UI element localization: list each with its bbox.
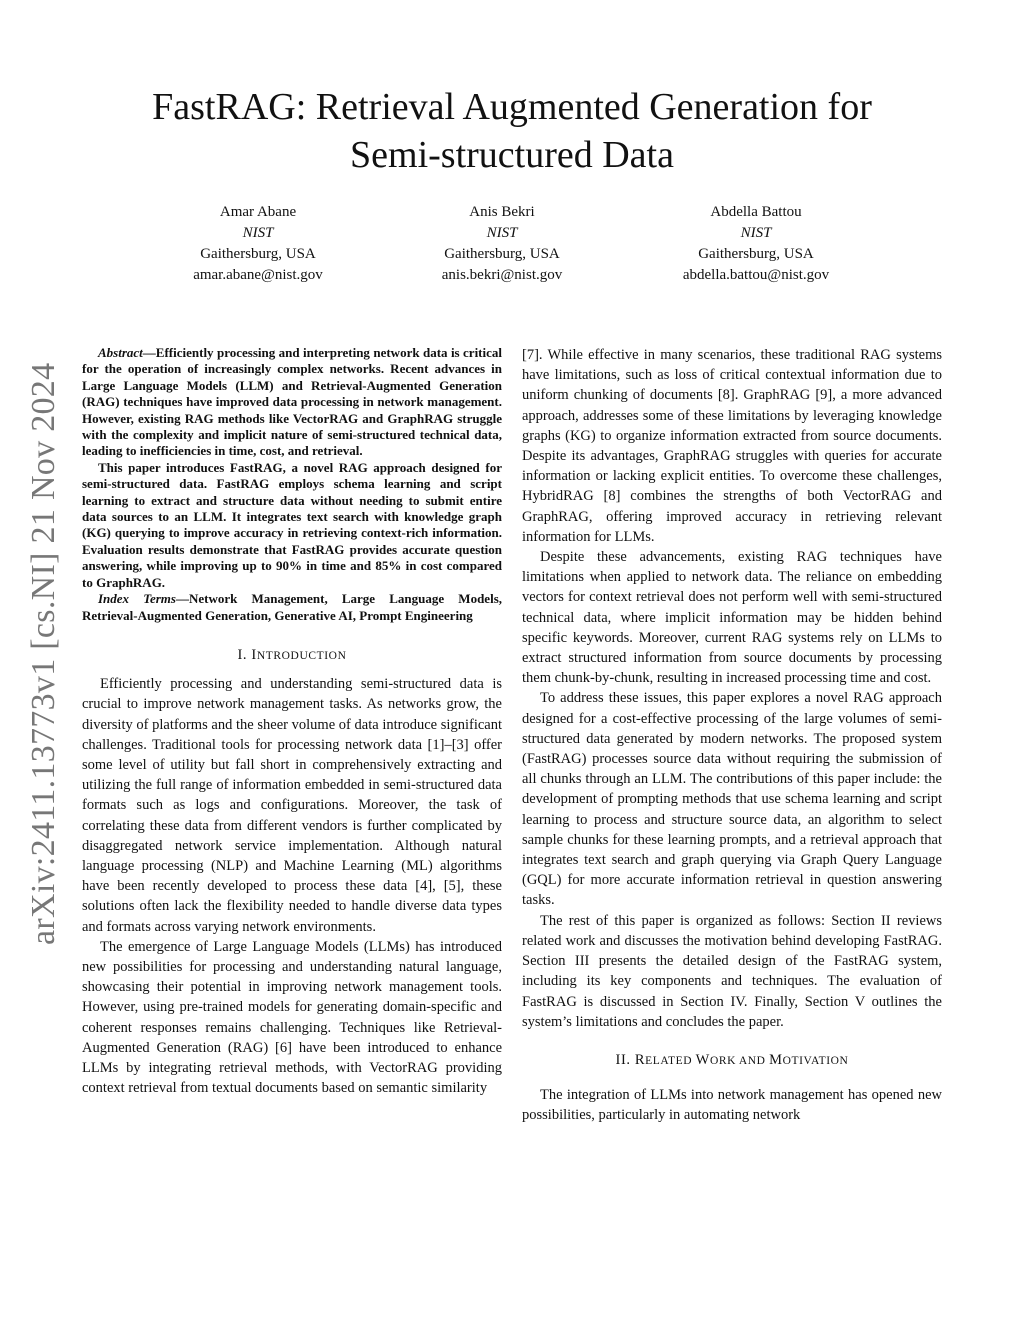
body-paragraph-3: To address these issues, this paper explores a novel RAG approach designed for a cost-effective processing of the large volumes of semi-structured data generated by modern networks. The proposed system (FastRAG) processes source data without requiring the submission of all chunks through an LLM. The contributions of this paper include: the development of prompting methods that use schema learning and script learning to process and structure source data, an algorithm to select sample chunks for these learning prompts, and a retrieval approach that integrates text search and graph querying via Graph Query Language (GQL) for more accurate information retrieval in question answering tasks.	[522, 690, 942, 909]
intro-paragraph-2: The emergence of Large Language Models (LLMs) has introduced new possibilities for processing and understanding natural language, showcasing their potential in improving network management tools. However, using pre-trained models for generating domain-specific and coherent responses remains challenging. Techniques like Retrieval-Augmented Generation (RAG) [6] have been introduced to enhance LLMs by integrating retrieval methods, with VectorRAG providing context retrieval from textual documents based on semantic similarity	[82, 938, 502, 1097]
abstract-label: Abstract	[98, 345, 143, 360]
index-terms: Index Terms—Network Management, Large Language Models, Retrieval-Augmented Generation, Generative AI, Prompt Engineering	[82, 591, 503, 623]
abstract-paragraph-1: Abstract—Efficiently processing and interpreting network data is critical for the operation of increasingly complex networks. Recent advances in Large Language Models (LLM) and Retrieval-Augmented Generation (RAG) techniques have improved data processing in network management. However, existing RAG methods like VectorRAG and GraphRAG struggle with the complexity and implicit nature of semi-structured technical data, leading to inefficiencies in time, cost, and retrieval.	[82, 345, 502, 459]
abstract	[82, 345, 502, 624]
section-heading-related-work: II. RELATED WORK AND MOTIVATION	[615, 1051, 849, 1068]
paper-title	[80, 83, 944, 179]
index-terms-label: Index Terms	[98, 591, 176, 607]
body-paragraph-4: The rest of this paper is organized as follows: Section II reviews related work and discusses the motivation behind developing FastRAG. Section III presents the detailed design of the FastRAG system, including its key components and techniques. The evaluation of FastRAG is discussed in Section IV. Finally, Section V outlines the system’s limitations and concludes the paper.	[522, 912, 942, 1030]
author-location: Gaithersburg, USA	[444, 246, 560, 262]
author-email[interactable]: abdella.battou@nist.gov	[682, 267, 830, 283]
body-paragraph-1: [7]. While effective in many scenarios, these traditional RAG systems have limitations, such as loss of critical contextual information due to uniform chunking of documents [8]. GraphRAG [9], a more advanced approach, addresses some of these limitations by leveraging knowledge graphs (KG) to organize information extracted from source documents. Despite its advantages, GraphRAG struggles with queries for accurate information or lacking explicit entities. To overcome these challenges, HybridRAG [8] combines the strengths of both VectorRAG and GraphRAG, offering improved accuracy in retrieving relevant information for LLMs.	[522, 347, 942, 545]
author-2	[372, 202, 632, 286]
title-line-1: FastRAG: Retrieval Augmented Generation for	[152, 86, 872, 128]
arxiv-identifier: arXiv:2411.13773v1 [cs.NI] 21 Nov 2024	[25, 362, 62, 945]
author-affiliation: NIST	[740, 225, 772, 241]
author-name: Anis Bekri	[469, 204, 535, 220]
body-paragraph-2: Despite these advancements, existing RAG techniques have limitations when applied to network data. The reliance on embedding vectors for context retrieval does not perform well with semi-structured technical data, where implicit information may be hidden behind specific keywords. Moreover, current RAG systems rely on LLMs to extract structured information from source documents by processing them chunk-by-chunk, resulting in increased processing time and cost.	[522, 549, 942, 687]
title-line-2: Semi-structured Data	[350, 134, 674, 176]
body-paragraph-5: The integration of LLMs into network management has opened new possibilities, particularly in automating network	[522, 1087, 942, 1124]
author-email[interactable]: anis.bekri@nist.gov	[441, 267, 563, 283]
intro-paragraph-1: Efficiently processing and understanding semi-structured data is crucial to improve network management tasks. As networks grow, the diversity of platforms and the sheer volume of data introduce significant challenges. Traditional tools for processing network data [1]–[3] offer some level of utility but fall short in comprehensively extracting and utilizing the full range of information embedded in semi-structured data formats such as logs and configurations. Moreover, the task of correlating these data from different vendors is further complicated by disaggregated network service implementation. Although natural language processing (NLP) and Machine Learning (ML) algorithms have been recently developed to process these data [4], [5], these solutions often lack the flexibility needed to handle diverse data types and formats across varying network environments.	[82, 676, 502, 935]
left-column	[82, 345, 502, 1098]
author-1	[128, 202, 388, 286]
author-affiliation: NIST	[242, 225, 274, 241]
author-affiliation: NIST	[486, 225, 518, 241]
abstract-paragraph-2: This paper introduces FastRAG, a novel RAG approach designed for semi-structured data. FastRAG employs schema learning and script learning to extract and structure data without needing to submit entire data sources to an LLM. It integrates text search with knowledge graph (KG) querying to improve accuracy in retrieving context-rich information. Evaluation results demonstrate that FastRAG provides accurate question answering, while improving up to 90% in time and 85% in cost compared to GraphRAG.	[82, 459, 502, 590]
author-name: Amar Abane	[219, 204, 297, 220]
right-column	[522, 345, 942, 1126]
author-3	[626, 202, 886, 286]
author-name: Abdella Battou	[710, 204, 802, 220]
author-email[interactable]: amar.abane@nist.gov	[193, 267, 323, 283]
section-heading-introduction: I. INTRODUCTION	[237, 646, 347, 663]
author-location: Gaithersburg, USA	[698, 246, 814, 262]
author-location: Gaithersburg, USA	[200, 246, 316, 262]
